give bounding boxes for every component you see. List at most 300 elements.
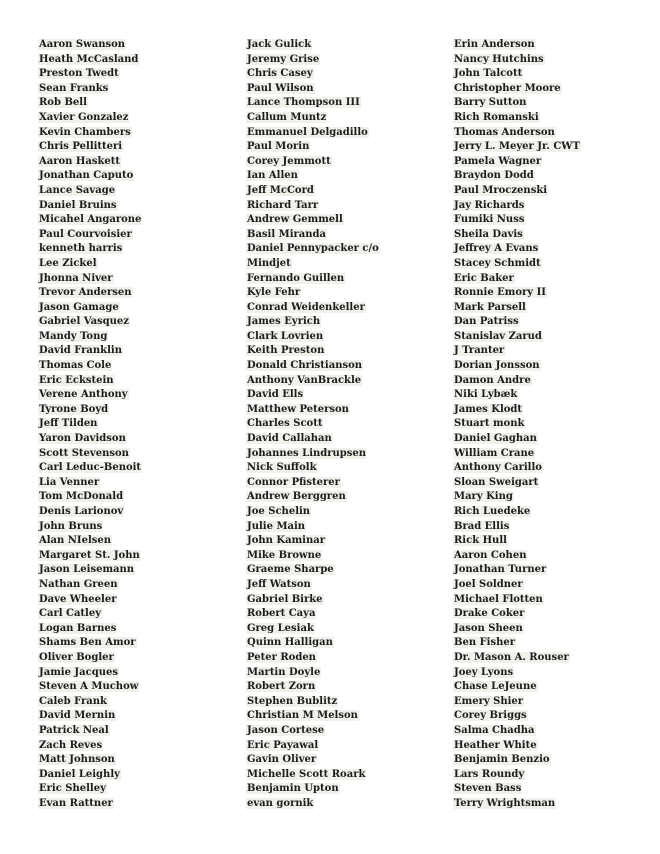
name-entry	[38, 447, 142, 462]
name-entry	[38, 330, 142, 345]
name-text: Ronnie Emory II	[454, 287, 546, 299]
name-entry	[453, 709, 581, 724]
name-text: Keith Preston	[247, 345, 325, 357]
name-text: Scott Stevenson	[39, 447, 129, 459]
name-entry	[453, 359, 581, 374]
name-entry	[453, 140, 581, 155]
name-text: Daniel Bruins	[39, 199, 117, 211]
name-entry	[246, 38, 380, 53]
name-entry	[38, 534, 142, 549]
name-text: Verene Anthony	[39, 389, 128, 401]
name-text: Eric Shelley	[39, 783, 106, 795]
name-entry	[38, 636, 142, 651]
name-entry	[38, 593, 142, 608]
name-text: Christopher Moore	[454, 82, 561, 94]
name-text: Nancy Hutchins	[454, 53, 544, 65]
name-text: Thomas Anderson	[454, 126, 555, 138]
name-text: Erin Anderson	[454, 39, 535, 50]
name-entry	[38, 622, 142, 637]
name-entry	[246, 476, 380, 491]
name-entry	[453, 111, 581, 126]
name-text: Jason Cortese	[247, 724, 325, 736]
name-entry	[246, 739, 380, 754]
name-text: Lee Zickel	[39, 257, 97, 269]
name-text: Barry Sutton	[454, 97, 527, 109]
name-text: Jeff Tilden	[39, 418, 98, 430]
name-entry	[246, 636, 380, 651]
name-entry	[246, 344, 380, 359]
name-entry	[246, 140, 380, 155]
name-text: Daniel Leighly	[39, 768, 120, 780]
name-text: Stacey Schmidt	[454, 257, 541, 269]
name-text: Jason Sheen	[454, 622, 523, 634]
name-text: Gabriel Vasquez	[39, 316, 129, 328]
name-entry	[246, 388, 380, 403]
name-entry	[453, 651, 581, 666]
name-text: Paul Mroczenski	[454, 184, 548, 196]
name-entry	[38, 242, 142, 257]
name-entry	[38, 549, 142, 564]
name-text: Steven Bass	[454, 783, 522, 795]
name-entry	[38, 666, 142, 681]
name-entry	[453, 753, 581, 768]
name-text: Thomas Cole	[39, 360, 112, 372]
name-text: Dan Patriss	[454, 316, 519, 328]
name-text: Xavier Gonzalez	[39, 111, 129, 123]
name-text: Jeff McCord	[247, 184, 314, 196]
name-entry	[453, 797, 581, 812]
name-entry	[38, 199, 142, 214]
name-text: Connor Pfisterer	[247, 476, 340, 488]
name-entry	[38, 476, 142, 491]
name-entry	[453, 768, 581, 783]
name-text: Logan Barnes	[39, 622, 117, 634]
name-text: Johannes Lindrupsen	[247, 447, 367, 459]
name-text: Dave Wheeler	[39, 593, 117, 605]
name-entry	[246, 111, 380, 126]
name-entry	[38, 228, 142, 243]
name-entry	[38, 782, 142, 797]
name-text: John Talcott	[454, 68, 523, 80]
name-entry	[453, 461, 581, 476]
name-entry	[246, 607, 380, 622]
name-entry	[246, 330, 380, 345]
name-text: Nathan Green	[39, 578, 118, 590]
name-entry	[246, 228, 380, 243]
name-entry	[38, 155, 142, 170]
name-entry	[453, 505, 581, 520]
name-text: Jerry L. Meyer Jr. CWT	[454, 141, 580, 153]
name-text: Drake Coker	[454, 608, 525, 620]
name-text: Eric Baker	[454, 272, 514, 284]
name-entry	[453, 666, 581, 681]
name-text: evan gornik	[247, 797, 314, 809]
name-text: Nick Suffolk	[247, 462, 317, 474]
name-text: Sheila Davis	[454, 228, 523, 240]
name-entry	[453, 636, 581, 651]
name-entry	[38, 403, 142, 418]
name-text: Greg Lesiak	[247, 622, 314, 634]
name-entry	[453, 286, 581, 301]
name-entry	[453, 403, 581, 418]
name-entry	[38, 709, 142, 724]
name-text: Chris Pellitteri	[39, 141, 123, 153]
name-entry	[246, 359, 380, 374]
name-entry	[246, 374, 380, 389]
name-text: Tyrone Boyd	[39, 403, 109, 415]
name-text: Anthony Carillo	[454, 462, 542, 474]
name-text: Preston Twedt	[39, 68, 119, 80]
name-entry	[246, 753, 380, 768]
name-text: Aaron Cohen	[454, 549, 527, 561]
name-entry	[453, 724, 581, 739]
name-entry	[38, 286, 142, 301]
name-text: Kyle Fehr	[247, 287, 301, 299]
name-text: Damon Andre	[454, 374, 531, 386]
name-text: Robert Caya	[247, 608, 316, 620]
name-text: Michelle Scott Roark	[247, 768, 366, 780]
name-text: Benjamin Benzio	[454, 754, 550, 766]
name-text: Heather White	[454, 739, 537, 751]
name-text: Mary King	[454, 491, 513, 503]
name-text: Lars Roundy	[454, 768, 525, 780]
name-text: Oliver Bogler	[39, 651, 114, 663]
name-text: Paul Wilson	[247, 82, 314, 94]
name-entry	[246, 82, 380, 97]
name-entry	[38, 374, 142, 389]
name-entry	[38, 695, 142, 710]
name-entry	[453, 184, 581, 199]
name-text: Jeffrey A Evans	[454, 243, 539, 255]
name-text: Rob Bell	[39, 97, 87, 109]
name-text: Margaret St. John	[39, 549, 140, 561]
name-entry	[246, 272, 380, 287]
name-entry	[38, 184, 142, 199]
name-entry	[453, 695, 581, 710]
name-text: Yaron Davidson	[39, 433, 126, 445]
name-entry	[246, 534, 380, 549]
name-entry	[453, 782, 581, 797]
name-text: Gavin Oliver	[247, 754, 317, 766]
name-entry	[453, 344, 581, 359]
name-text: James Klodt	[454, 403, 523, 415]
name-text: Basil Miranda	[247, 228, 326, 240]
name-text: Joe Schelin	[247, 506, 311, 517]
name-text: Brad Ellis	[454, 520, 510, 532]
name-entry	[246, 257, 380, 272]
name-entry	[38, 67, 142, 82]
name-text: Clark Lovrien	[247, 330, 324, 342]
name-entry	[246, 549, 380, 564]
name-text: Salma Chadha	[454, 724, 535, 736]
name-text: Trevor Andersen	[39, 287, 132, 299]
name-entry	[38, 563, 142, 578]
name-text: Tom McDonald	[39, 491, 124, 503]
name-entry	[246, 490, 380, 505]
name-entry	[246, 315, 380, 330]
name-text: Niki Lybæk	[454, 389, 518, 401]
name-text: Jhonna Niver	[39, 272, 113, 284]
name-text: Jonathan Turner	[454, 564, 547, 576]
name-text: Chase LeJeune	[454, 681, 537, 693]
name-text: Steven A Muchow	[39, 681, 139, 693]
name-text: Dr. Mason A. Rouser	[454, 651, 569, 663]
name-entry	[453, 315, 581, 330]
name-entry	[246, 695, 380, 710]
name-text: J Tranter	[454, 345, 505, 357]
name-text: Joel Soldner	[454, 578, 523, 590]
name-entry	[38, 680, 142, 695]
name-entry	[38, 126, 142, 141]
name-text: John Bruns	[39, 520, 103, 532]
name-entry	[453, 534, 581, 549]
name-text: Mark Parsell	[454, 301, 526, 313]
name-entry	[246, 301, 380, 316]
name-entry	[246, 286, 380, 301]
name-entry	[453, 67, 581, 82]
name-text: Aaron Swanson	[39, 39, 126, 50]
name-text: Stanislav Zarud	[454, 330, 542, 342]
name-text: Patrick Neal	[39, 724, 109, 736]
name-column-3	[453, 38, 581, 811]
name-entry	[38, 651, 142, 666]
name-text: Caleb Frank	[39, 695, 107, 707]
name-entry	[453, 622, 581, 637]
name-entry	[38, 797, 142, 812]
name-entry	[38, 768, 142, 783]
name-entry	[453, 199, 581, 214]
name-text: Ben Fisher	[454, 637, 515, 649]
name-text: Rich Romanski	[454, 111, 539, 123]
name-entry	[246, 184, 380, 199]
name-text: Sloan Sweigart	[454, 476, 539, 488]
name-text: Alan NIelsen	[39, 535, 112, 547]
name-text: Charles Scott	[247, 418, 323, 430]
name-text: Gabriel Birke	[247, 593, 323, 605]
name-text: Kevin Chambers	[39, 126, 131, 138]
name-entry	[246, 461, 380, 476]
name-entry	[453, 680, 581, 695]
name-entry	[246, 242, 380, 257]
name-text: Matt Johnson	[39, 754, 115, 766]
name-text: Shams Ben Amor	[39, 637, 136, 649]
name-entry	[246, 199, 380, 214]
name-text: David Franklin	[39, 345, 122, 357]
name-entry	[453, 272, 581, 287]
name-text: Corey Briggs	[454, 710, 527, 722]
name-entry	[38, 724, 142, 739]
name-text: Donald Christianson	[247, 360, 363, 372]
name-text: Jonathan Caputo	[39, 170, 134, 182]
name-entry	[246, 126, 380, 141]
name-text: Paul Morin	[247, 141, 310, 153]
name-text: Andrew Gemmell	[247, 214, 343, 226]
name-text: Julie Main	[247, 520, 306, 532]
name-text: Jason Leisemann	[39, 564, 135, 576]
name-entry	[246, 651, 380, 666]
name-text: Heath McCasland	[39, 53, 139, 65]
name-text: Zach Reves	[39, 739, 103, 751]
name-entry	[38, 111, 142, 126]
name-entry	[246, 169, 380, 184]
name-text: John Kaminar	[247, 535, 325, 547]
name-entry	[246, 680, 380, 695]
name-column-1	[38, 38, 142, 811]
name-entry	[453, 388, 581, 403]
name-text: Lance Savage	[39, 184, 116, 196]
name-text: Jack Gulick	[247, 39, 312, 50]
name-entry	[38, 753, 142, 768]
name-entry	[38, 359, 142, 374]
name-entry	[453, 549, 581, 564]
name-entry	[453, 374, 581, 389]
name-entry	[453, 82, 581, 97]
name-text: Emmanuel Delgadillo	[247, 126, 368, 138]
name-text: Braydon Dodd	[454, 170, 534, 182]
name-text: Paul Courvoisier	[39, 228, 132, 240]
name-entry	[38, 169, 142, 184]
name-text: Corey Jemmott	[247, 155, 331, 167]
name-entry	[38, 301, 142, 316]
name-entry	[38, 739, 142, 754]
name-text: Pamela Wagner	[454, 155, 542, 167]
name-text: Graeme Sharpe	[247, 564, 334, 576]
name-entry	[246, 593, 380, 608]
name-text: Lia Venner	[39, 476, 100, 488]
name-text: Sean Franks	[39, 82, 109, 94]
name-text: Peter Roden	[247, 651, 316, 663]
name-text: Rich Luedeke	[454, 506, 531, 517]
name-entry	[38, 140, 142, 155]
name-text: David Callahan	[247, 433, 332, 445]
name-entry	[453, 169, 581, 184]
name-text: Quinn Halligan	[247, 637, 333, 649]
name-text: Carl Catley	[39, 608, 102, 620]
name-entry	[246, 797, 380, 812]
name-text: Aaron Haskett	[39, 155, 121, 167]
name-text: Jay Richards	[454, 199, 525, 211]
name-entry	[246, 520, 380, 535]
name-entry	[38, 578, 142, 593]
name-text: Micahel Angarone	[39, 214, 142, 226]
name-entry	[38, 213, 142, 228]
name-text: Callum Muntz	[247, 111, 327, 123]
name-entry	[38, 388, 142, 403]
name-text: Mike Browne	[247, 549, 322, 561]
name-text: Fumiki Nuss	[454, 214, 525, 226]
name-text: Andrew Berggren	[247, 491, 346, 503]
name-text: Eric Payawal	[247, 739, 319, 751]
name-text: Denis Larionov	[39, 506, 124, 517]
name-text: Dorian Jonsson	[454, 360, 540, 372]
name-entry	[38, 490, 142, 505]
name-entry	[453, 53, 581, 68]
name-text: Martin Doyle	[247, 666, 321, 678]
name-text: Stephen Bublitz	[247, 695, 338, 707]
name-text: Evan Rattner	[39, 797, 113, 809]
name-entry	[453, 607, 581, 622]
name-entry	[38, 82, 142, 97]
name-entry	[38, 96, 142, 111]
name-text: Christian M Melson	[247, 710, 358, 722]
name-entry	[453, 476, 581, 491]
name-entry	[246, 578, 380, 593]
name-entry	[453, 417, 581, 432]
name-text: David Ells	[247, 389, 304, 401]
name-entry	[453, 257, 581, 272]
name-entry	[246, 417, 380, 432]
name-entry	[246, 622, 380, 637]
name-entry	[246, 96, 380, 111]
name-entry	[246, 768, 380, 783]
name-entry	[453, 563, 581, 578]
name-text: Matthew Peterson	[247, 403, 349, 415]
name-entry	[453, 96, 581, 111]
name-text: Eric Eckstein	[39, 374, 114, 386]
name-entry	[246, 505, 380, 520]
name-text: Benjamin Upton	[247, 783, 339, 795]
name-text: Jeremy Grise	[247, 53, 320, 65]
name-text: Jamie Jacques	[39, 666, 118, 678]
name-entry	[38, 53, 142, 68]
name-text: Conrad Weidenkeller	[247, 301, 365, 313]
name-text: Lance Thompson III	[247, 97, 360, 109]
name-entry	[453, 213, 581, 228]
name-entry	[38, 432, 142, 447]
name-entry	[246, 666, 380, 681]
name-entry	[246, 155, 380, 170]
name-text: Terry Wrightsman	[454, 797, 556, 809]
name-entry	[246, 432, 380, 447]
name-text: Fernando Guillen	[247, 272, 345, 284]
name-entry	[453, 155, 581, 170]
name-text: Ian Allen	[247, 170, 298, 182]
name-entry	[38, 38, 142, 53]
name-text: Mandy Tong	[39, 330, 108, 342]
name-entry	[246, 53, 380, 68]
name-text: Daniel Gaghan	[454, 433, 537, 445]
name-entry	[246, 709, 380, 724]
name-text: Richard Tarr	[247, 199, 319, 211]
name-entry	[38, 505, 142, 520]
name-entry	[246, 724, 380, 739]
name-text: Emery Shier	[454, 695, 524, 707]
name-text: Jeff Watson	[247, 578, 311, 590]
name-entry	[453, 38, 581, 53]
name-text: Chris Casey	[247, 68, 313, 80]
name-text: James Eyrich	[247, 316, 321, 328]
name-text: Michael Flotten	[454, 593, 543, 605]
name-entry	[453, 593, 581, 608]
name-text: Stuart monk	[454, 418, 525, 430]
name-entry	[246, 213, 380, 228]
name-entry	[246, 563, 380, 578]
name-text: Carl Leduc-Benoit	[39, 462, 142, 474]
name-entry	[246, 782, 380, 797]
name-entry	[38, 257, 142, 272]
name-entry	[38, 344, 142, 359]
name-entry	[453, 126, 581, 141]
name-entry	[38, 461, 142, 476]
name-text: Mindjet	[247, 257, 291, 269]
name-column-2	[246, 38, 380, 811]
name-entry	[38, 607, 142, 622]
name-entry	[453, 330, 581, 345]
name-entry	[453, 578, 581, 593]
name-text: Jason Gamage	[39, 301, 119, 313]
name-text: Rick Hull	[454, 535, 507, 547]
name-entry	[453, 520, 581, 535]
